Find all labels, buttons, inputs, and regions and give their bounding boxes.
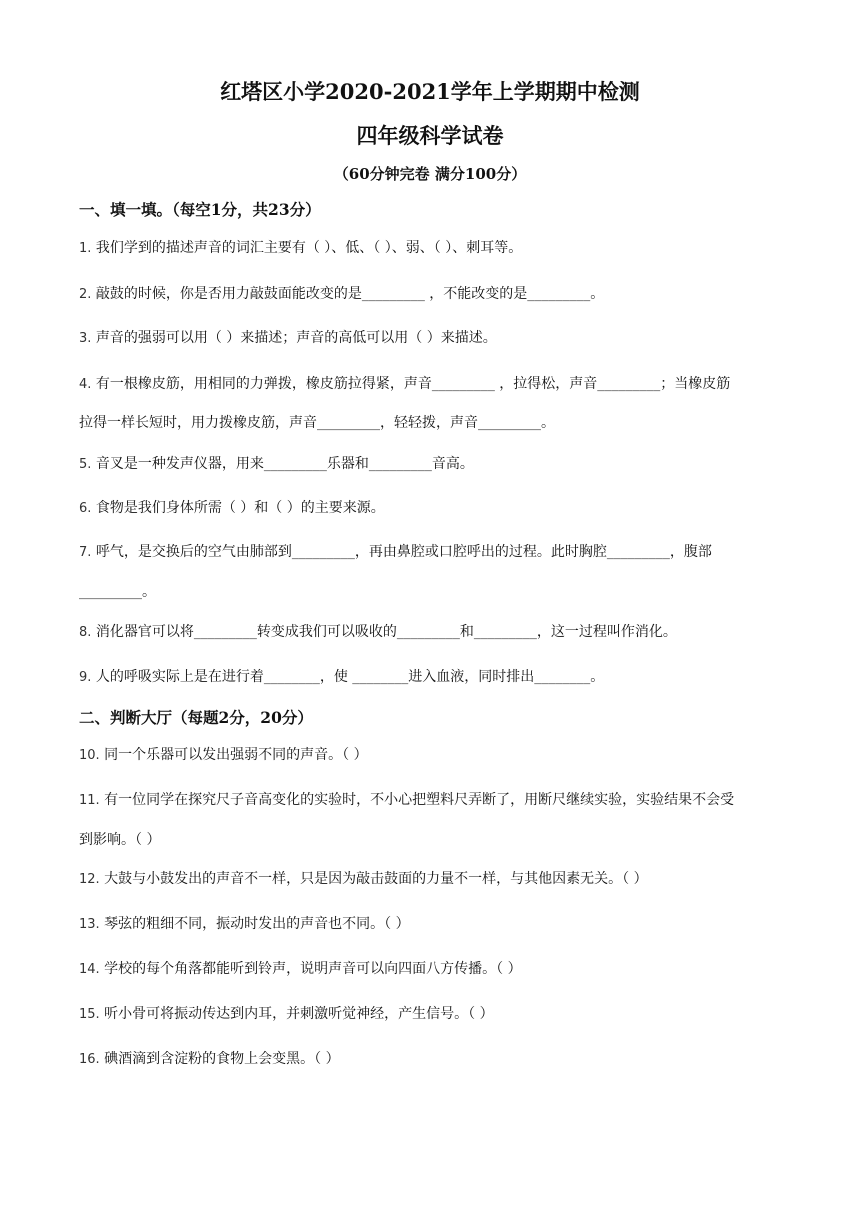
question-5: 5. 音叉是一种发声仪器，用来_________乐器和_________音高。 (79, 456, 474, 472)
exam-time-score: （60分钟完卷 满分100分） (333, 165, 527, 183)
question-8: 8. 消化器官可以将_________转变成我们可以吸收的_________和_________，这一过程叫作消化。 (79, 624, 677, 640)
question-4-cont: 拉得一样长短时，用力拨橡皮筋，声音_________，轻轻拨，声音_________。 (79, 415, 555, 431)
question-1: 1. 我们学到的描述声音的词汇主要有（ ）、低、（ ）、弱、（ ）、刺耳等。 (79, 240, 523, 256)
question-14: 14. 学校的每个角落都能听到铃声，说明声音可以向四面八方传播。（ ） (79, 961, 522, 977)
question-9: 9. 人的呼吸实际上是在进行着________，使 ________进入血液，同时排出________。 (79, 669, 605, 685)
question-3: 3. 声音的强弱可以用（ ）来描述；声音的高低可以用（ ）来描述。 (79, 330, 497, 346)
question-15: 15. 听小骨可将振动传达到内耳，并刺激听觉神经，产生信号。（ ） (79, 1006, 494, 1022)
section-fill-heading: 一、填一填。（每空1分，共23分） (79, 200, 321, 219)
question-11: 11. 有一位同学在探究尺子音高变化的实验时，不小心把塑料尺弄断了，用断尺继续实验，实验结果不会受 (79, 792, 735, 808)
question-13: 13. 琴弦的粗细不同，振动时发出的声音也不同。（ ） (79, 916, 410, 932)
exam-subtitle: 四年级科学试卷 (356, 123, 504, 148)
question-11-cont: 到影响。（ ） (79, 832, 161, 848)
question-10: 10. 同一个乐器可以发出强弱不同的声音。（ ） (79, 747, 368, 763)
question-7: 7. 呼气，是交换后的空气由肺部到_________，再由鼻腔或口腔呼出的过程。此时胸腔_________，腹部 (79, 544, 712, 560)
exam-title: 红塔区小学2020-2021学年上学期期中检测 (220, 79, 640, 104)
question-7-cont: _________。 (79, 584, 156, 600)
question-4: 4. 有一根橡皮筋，用相同的力弹拨，橡皮筋拉得紧，声音_________ ，拉得松，声音_________；当橡皮筋 (79, 376, 731, 392)
question-6: 6. 食物是我们身体所需（ ）和（ ）的主要来源。 (79, 500, 385, 516)
question-2: 2. 敲鼓的时候，你是否用力敲鼓面能改变的是_________ ，不能改变的是_________。 (79, 286, 605, 302)
section-judge-heading: 二、判断大厅（每题2分，20分） (79, 708, 313, 727)
question-12: 12. 大鼓与小鼓发出的声音不一样，只是因为敲击鼓面的力量不一样，与其他因素无关。（ ） (79, 871, 648, 887)
question-16: 16. 碘酒滴到含淀粉的食物上会变黑。（ ） (79, 1051, 340, 1067)
